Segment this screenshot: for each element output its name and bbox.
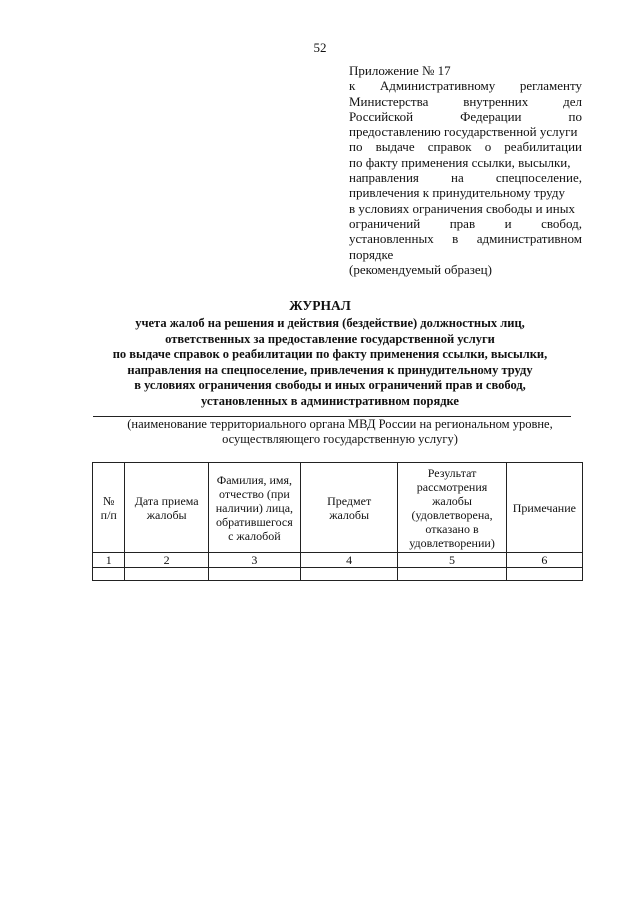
column-number: 5 <box>398 553 506 568</box>
header-subject: Предмет жалобы <box>300 463 397 553</box>
subtitle-line: учета жалоб на решения и действия (бездействие) должностных лиц, <box>135 316 525 330</box>
subtitle-line: установленных в административном порядке <box>201 393 459 408</box>
appendix-line: Российской Федерации по <box>349 108 582 124</box>
appendix-line: (рекомендуемый образец) <box>349 261 492 277</box>
header-result: Результат рассмотрения жалобы (удовлетворена, отказано в удовлетворении) <box>398 463 506 553</box>
appendix-line: предоставлению государственной услуги <box>349 124 578 140</box>
subtitle-line: направления на спецпоселение, привлечения к принудительному труду <box>127 362 533 377</box>
page-number: 52 <box>313 40 327 55</box>
appendix-line: к Административному регламенту <box>349 78 582 94</box>
appendix-line: Приложение № 17 <box>349 63 451 78</box>
header-date: Дата приема жалобы <box>125 463 208 553</box>
column-number-row <box>93 553 583 568</box>
header-note: Примечание <box>506 463 582 553</box>
org-caption <box>60 417 620 447</box>
table-cell <box>93 568 125 581</box>
column-number: 2 <box>125 553 208 568</box>
header-number: № п/п <box>93 463 125 553</box>
column-number: 6 <box>506 553 582 568</box>
journal-table <box>92 462 583 581</box>
journal-title: ЖУРНАЛ <box>289 298 351 313</box>
appendix-block <box>349 63 582 277</box>
column-number: 3 <box>208 553 300 568</box>
org-caption-line: (наименование территориального органа МВД России на региональном уровне, <box>127 417 553 431</box>
table-cell <box>300 568 397 581</box>
table-cell <box>506 568 582 581</box>
column-number: 1 <box>93 553 125 568</box>
appendix-line: по выдаче справок о реабилитации <box>349 139 582 155</box>
org-caption-line: осуществляющего государственную услугу) <box>222 432 458 446</box>
table-cell <box>398 568 506 581</box>
subtitle-line: по выдаче справок о реабилитации по факту применения ссылки, высылки, <box>112 347 548 361</box>
appendix-line: установленных в административном <box>349 231 582 247</box>
subtitle-line: в условиях ограничения свободы и иных ограничений прав и свобод, <box>134 378 526 392</box>
appendix-line: порядке <box>349 246 394 262</box>
subtitle-line: ответственных за предоставление государственной услуги <box>165 331 495 346</box>
appendix-line: направления на спецпоселение, <box>349 170 582 186</box>
table-header-row <box>93 463 583 553</box>
table-cell <box>208 568 300 581</box>
appendix-line: в условиях ограничения свободы и иных <box>349 200 575 216</box>
journal-subtitle <box>60 316 600 409</box>
column-number: 4 <box>300 553 397 568</box>
table-row <box>93 568 583 581</box>
header-name: Фамилия, имя, отчество (при наличии) лица, обратившегося с жалобой <box>208 463 300 553</box>
appendix-line: ограничений прав и свобод, <box>349 215 582 231</box>
table-cell <box>125 568 208 581</box>
appendix-line: привлечения к принудительному труду <box>349 185 565 201</box>
appendix-line: по факту применения ссылки, высылки, <box>349 154 571 170</box>
appendix-line: Министерства внутренних дел <box>349 93 582 109</box>
